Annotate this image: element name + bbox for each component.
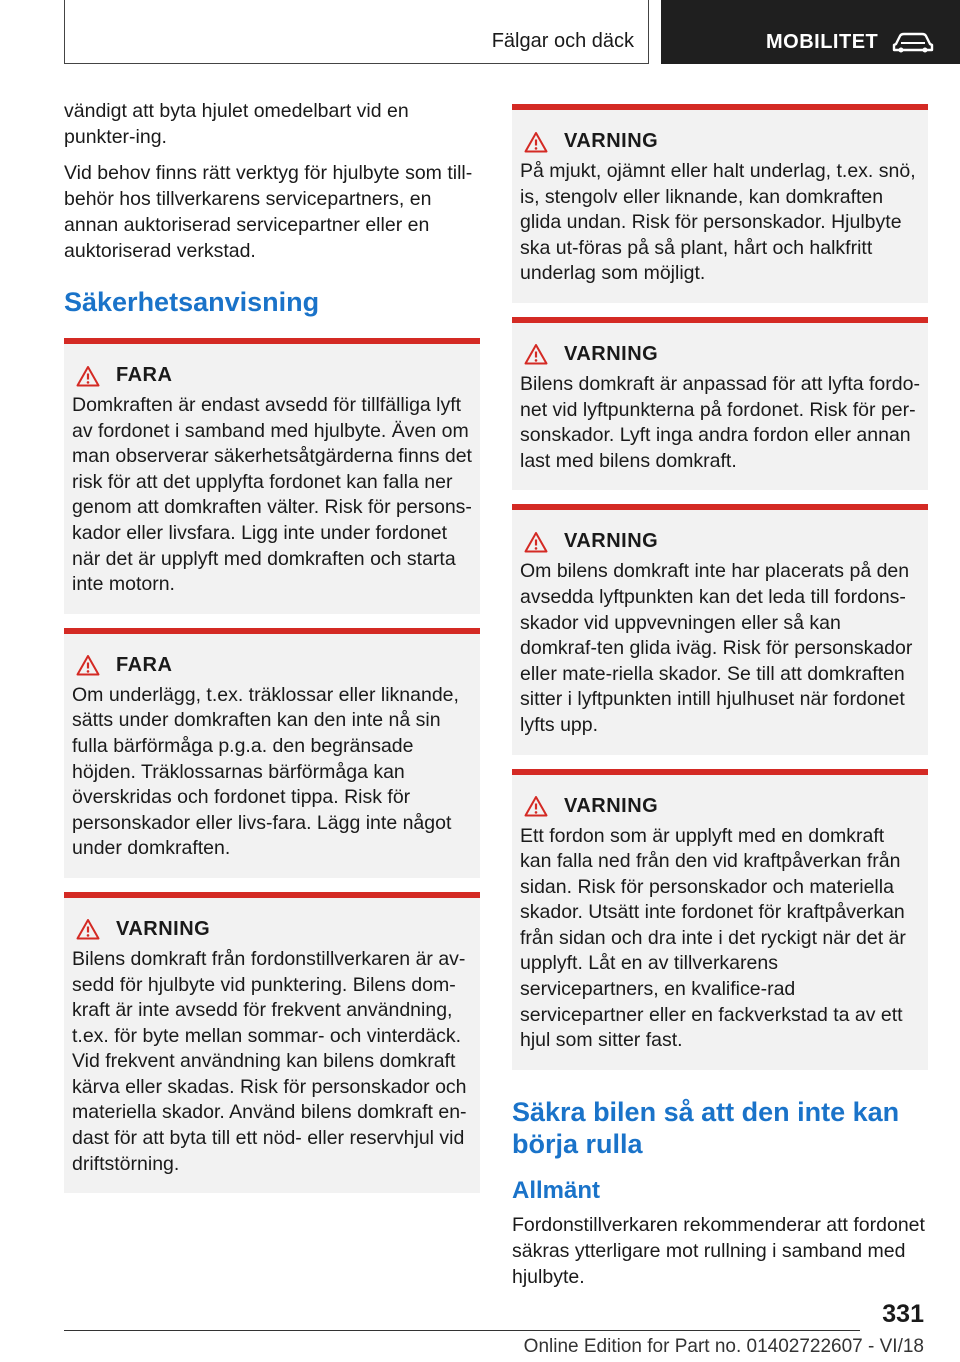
box-text: Ett fordon som är upplyft med en domkraft kan falla ned från den vid kraftpåverkan från sidan. Risk för personskador och materiella skador. Utsätt inte fordonet för kraftpåverkan från sidan och dra inte i det ryckigt när det är upplyft. Låt en av tillverkarens servicepartners, en kvalifice-rad servicepartner eller en fackverkstad ta av ett hjul som sitter fast. [520, 824, 906, 1052]
footer-edition: Online Edition for Part no. 01402722607 - VI/18 [523, 1336, 924, 1357]
box-title: FARA [116, 364, 173, 386]
right-column [512, 104, 928, 1300]
box-title: VARNING [564, 130, 659, 152]
footer-divider [64, 1330, 860, 1331]
warning-box [512, 769, 928, 1070]
warning-box [512, 504, 928, 754]
warning-triangle-icon [76, 654, 100, 676]
left-column [64, 98, 480, 1207]
danger-box [64, 628, 480, 878]
warning-triangle-icon [524, 343, 548, 365]
warning-triangle-icon [524, 131, 548, 153]
danger-box [64, 338, 480, 614]
box-title: VARNING [564, 342, 659, 365]
header-section-title: Fälgar och däck [491, 30, 634, 52]
section-heading: Säkra bilen så att den inte kan börja rulla [512, 1096, 900, 1159]
box-title: VARNING [564, 794, 659, 817]
warning-triangle-icon [524, 531, 548, 553]
section-heading: Säkerhetsanvisning [64, 287, 320, 317]
header-chapter-tab [661, 0, 960, 64]
box-title: VARNING [564, 530, 659, 553]
box-text: Bilens domkraft är anpassad för att lyfta fordo-net vid lyftpunkterna på fordonet. Risk för per-sonskador. Lyft inga andra fordon eller annan last med bilens domkraft. [520, 372, 920, 472]
box-text: Domkraften är endast avsedd för tillfälliga lyft av fordonet i samband med hjulbyte. Även om man observerar säkerhetsåtgärderna finns det risk för att det upplyfta fordonet kan falla ner genom att domkraften välter. Risk för persons-kador eller livsfara. Ligg inte under fordonet när det är upplyft med domkraften och starta inte motorn. [72, 394, 472, 596]
subsection-heading: Allmänt [512, 1176, 601, 1204]
box-text: Om underlägg, t.ex. träklossar eller liknande, sätts under domkraften kan den inte nå sin fulla bärförmåga p.g.a. den begränsade höjden. Träklossarnas bärförmåga kan överskridas och fordonet tippa. Risk för personskador eller livs-fara. Lägg inte något under domkraften. [72, 683, 459, 860]
box-text: Bilens domkraft från fordonstillverkaren är av-sedd för hjulbyte vid punktering. Bilens dom-kraft är inte avsedd för frekvent användning, t.ex. för byte mellan sommar- och vinterdäck. Vid frekvent användning kan bilens domkraft kärva eller skadas. Risk för personskador och materiella skador. Använd bilens domkraft en-dast för att byta till ett nöd- eller reservhjul vid driftstörning. [72, 947, 467, 1175]
warning-box [64, 892, 480, 1193]
header-section-box [64, 0, 649, 64]
warning-box [512, 317, 928, 490]
intro-paragraph: Vid behov finns rätt verktyg för hjulbyte som till-behör hos tillverkarens servicepartners, en annan auktoriserad servicepartner eller en auktoriserad verkstad. [64, 162, 473, 262]
page-number: 331 [882, 1300, 924, 1328]
box-text: Om bilens domkraft inte har placerats på den avsedda lyftpunkten kan det leda till fordons-skador vid uppvevningen eller så kan domkraf-ten glida iväg. Risk för personskador eller mate-riella skador. Se till att domkraften sitter i lyftpunkten intill hjulhuset när fordonet lyfts upp. [520, 560, 913, 736]
car-icon [892, 30, 934, 54]
intro-paragraph: vändigt att byta hjulet omedelbart vid en punkter-ing. [64, 100, 409, 148]
warning-triangle-icon [524, 795, 548, 817]
warning-box [512, 104, 928, 303]
box-title: VARNING [116, 917, 211, 940]
box-title: FARA [116, 653, 173, 676]
body-paragraph: Fordonstillverkaren rekommenderar att fordonet säkras ytterligare mot rullning i samband med hjulbyte. [512, 1213, 925, 1288]
header-chapter-title: MOBILITET [766, 31, 879, 53]
warning-triangle-icon [76, 918, 100, 940]
box-text: På mjukt, ojämnt eller halt underlag, t.ex. snö, is, stengolv eller liknande, kan domkraften glida undan. Risk för personskador. Hjulbyte ska ut-föras på så plant, hårt och halkfritt underlag som möjligt. [520, 160, 916, 285]
warning-triangle-icon [76, 365, 100, 387]
